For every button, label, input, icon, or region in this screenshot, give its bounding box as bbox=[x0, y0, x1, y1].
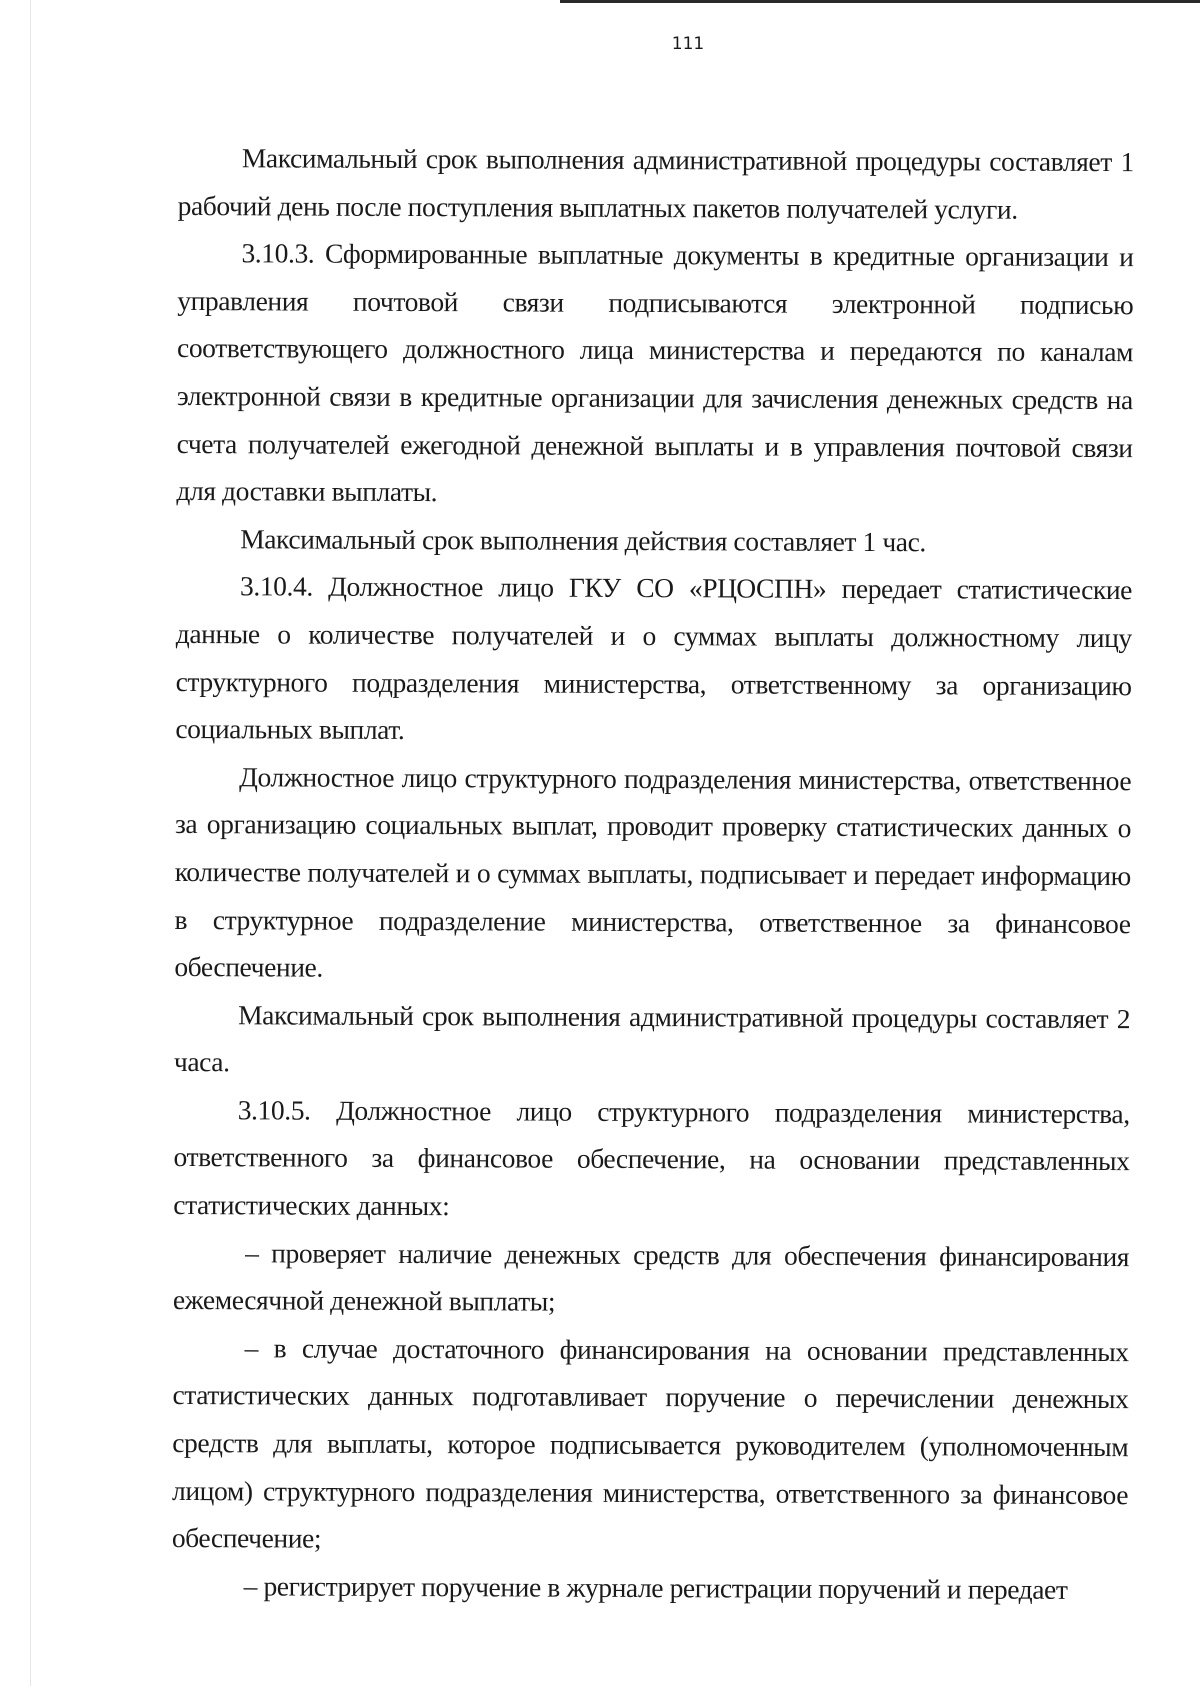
list-item-prepare-order: – в случае достаточного финансирования на основании представленных статистических данных подготавливает поручение о перечислении денежных средств для выплаты, которое подписывается руководителем (уполномоченным лицом) структурного подразделения министерства, ответственного за финансовое обеспечение; bbox=[171, 1332, 1129, 1554]
paragraph-3-10-3: 3.10.3. Сформированные выплатные документы в кредитные организации и управления почтовой связи подписываются электронной подписью соответствующего должностного лица министерства и передаются по каналам электронной связи в кредитные организации для зачисления денежных средств на счета получателей ежегодной денежной выплаты и в управления почтовой связи для доставки выплаты. bbox=[176, 237, 1134, 508]
list-item-register-order: – регистрирует поручение в журнале регистрации поручений и передает bbox=[243, 1570, 1068, 1605]
paragraph-max-term-3: Максимальный срок выполнения административной процедуры составляет 2 часа. bbox=[173, 998, 1131, 1078]
scan-edge-left bbox=[30, 0, 31, 1686]
paragraph-max-term-1: Максимальный срок выполнения административной процедуры составляет 1 рабочий день после поступления выплатных пакетов получателей услуги. bbox=[177, 142, 1134, 225]
paragraph-max-term-2: Максимальный срок выполнения действия составляет 1 час. bbox=[240, 523, 926, 558]
scan-edge-top bbox=[560, 0, 1200, 3]
paragraph-official-check: Должностное лицо структурного подразделения министерства, ответственное за организацию социальных выплат, проводит проверку статистических данных о количестве получателей и о суммах выплаты, подписывает и передает информацию в структурное подразделение министерства, ответственное за финансовое обеспечение. bbox=[174, 760, 1132, 983]
page-number: 111 bbox=[671, 34, 705, 54]
document-body bbox=[172, 134, 1134, 1614]
list-item-check-funds: – проверяет наличие денежных средств для обеспечения финансирования ежемесячной денежной выплаты; bbox=[172, 1236, 1130, 1317]
paragraph-3-10-4: 3.10.4. Должностное лицо ГКУ СО «РЦОСПН» передает статистические данные о количестве получателей и о суммах выплаты должностному лицу структурного подразделения министерства, ответственному за организацию социальных выплат. bbox=[175, 570, 1133, 746]
paragraph-3-10-5: 3.10.5. Должностное лицо структурного подразделения министерства, ответственного за финансовое обеспечение, на основании представленных статистических данных: bbox=[173, 1094, 1130, 1222]
